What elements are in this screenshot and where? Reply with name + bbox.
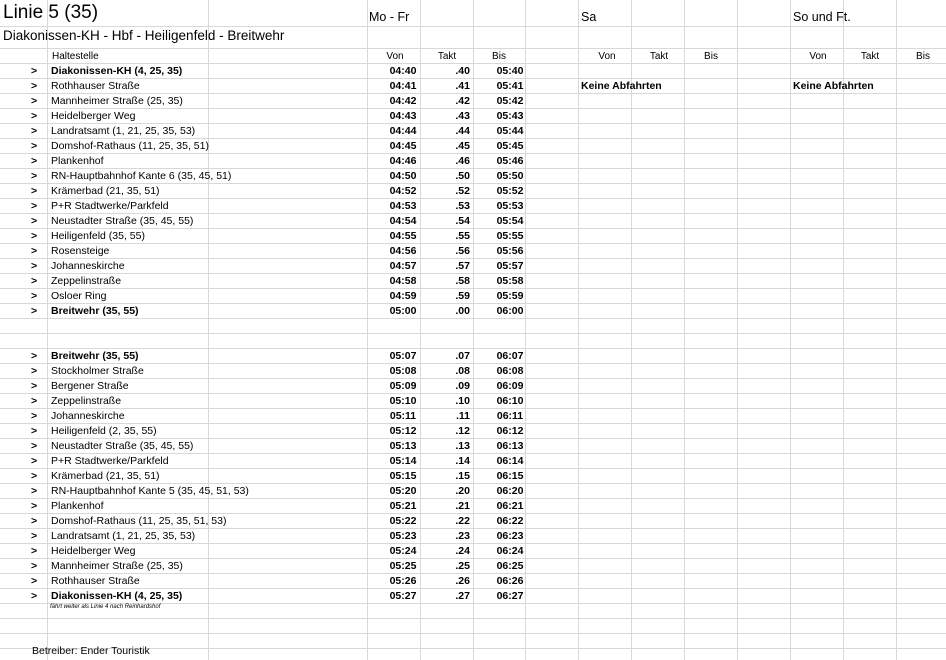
departure-interval: .40	[455, 65, 470, 77]
row-marker: >	[31, 530, 38, 542]
grid-column-line	[790, 0, 791, 660]
departure-interval: .25	[455, 560, 470, 572]
row-marker: >	[31, 290, 38, 302]
grid-column-line	[367, 0, 368, 660]
departure-interval: .00	[455, 305, 470, 317]
grid-column-line	[473, 0, 474, 660]
departure-from: 05:15	[389, 470, 417, 482]
departure-from: 05:23	[389, 530, 417, 542]
row-marker: >	[31, 485, 38, 497]
row-marker: >	[31, 215, 38, 227]
sunday-header: So und Ft.	[793, 10, 851, 24]
stop-name: Mannheimer Straße (25, 35)	[51, 560, 183, 572]
row-marker: >	[31, 275, 38, 287]
row-marker: >	[31, 380, 38, 392]
grid-row-line	[0, 48, 946, 49]
departure-interval: .15	[455, 470, 470, 482]
grid-row-line	[0, 408, 946, 409]
departure-until: 06:08	[496, 365, 524, 377]
departure-until: 05:52	[496, 185, 524, 197]
departure-until: 05:59	[496, 290, 524, 302]
departure-from: 04:52	[389, 185, 417, 197]
row-marker: >	[31, 350, 38, 362]
stop-name: Plankenhof	[51, 500, 104, 512]
departure-interval: .45	[455, 140, 470, 152]
departure-interval: .20	[455, 485, 470, 497]
stop-name: Domshof-Rathaus (11, 25, 35, 51, 53)	[51, 515, 227, 527]
row-marker: >	[31, 80, 38, 92]
sunday-interval-header: Takt	[860, 51, 880, 62]
departure-until: 06:15	[496, 470, 524, 482]
stop-name: Domshof-Rathaus (11, 25, 35, 51)	[51, 140, 209, 152]
departure-interval: .41	[455, 80, 470, 92]
departure-interval: .46	[455, 155, 470, 167]
departure-until: 05:46	[496, 155, 524, 167]
departure-interval: .59	[455, 290, 470, 302]
departure-from: 05:20	[389, 485, 417, 497]
departure-from: 04:40	[389, 65, 417, 77]
departure-interval: .43	[455, 110, 470, 122]
row-marker: >	[31, 410, 38, 422]
row-marker: >	[31, 200, 38, 212]
grid-row-line	[0, 273, 946, 274]
stop-name: Krämerbad (21, 35, 51)	[51, 185, 160, 197]
stop-name: Mannheimer Straße (25, 35)	[51, 95, 183, 107]
departure-interval: .53	[455, 200, 470, 212]
departure-until: 06:13	[496, 440, 524, 452]
saturday-header: Sa	[581, 10, 597, 24]
grid-row-line	[0, 333, 946, 334]
departure-interval: .21	[455, 500, 470, 512]
stop-name: Plankenhof	[51, 155, 104, 167]
row-marker: >	[31, 440, 38, 452]
route-subtitle: Diakonissen-KH - Hbf - Heiligenfeld - Breitwehr	[3, 28, 285, 43]
weekday-header: Mo - Fr	[369, 10, 410, 24]
departure-until: 05:55	[496, 230, 524, 242]
stop-name: Diakonissen-KH (4, 25, 35)	[51, 65, 183, 77]
grid-column-line	[578, 0, 579, 660]
stop-name: Landratsamt (1, 21, 25, 35, 53)	[51, 125, 196, 137]
departure-from: 05:26	[389, 575, 417, 587]
row-marker: >	[31, 305, 38, 317]
row-marker: >	[31, 260, 38, 272]
departure-from: 04:56	[389, 245, 417, 257]
departure-until: 06:11	[496, 410, 524, 422]
departure-until: 05:45	[496, 140, 524, 152]
departure-until: 05:56	[496, 245, 524, 257]
row-marker: >	[31, 470, 38, 482]
grid-row-line	[0, 348, 946, 349]
departure-until: 05:53	[496, 200, 524, 212]
stop-name: Zeppelinstraße	[51, 275, 122, 287]
row-marker: >	[31, 365, 38, 377]
departure-interval: .11	[455, 410, 470, 422]
stop-name: RN-Hauptbahnhof Kante 5 (35, 45, 51, 53)	[51, 485, 249, 497]
grid-row-line	[0, 26, 946, 27]
row-marker: >	[31, 125, 38, 137]
departure-interval: .55	[455, 230, 470, 242]
departure-until: 06:12	[496, 425, 524, 437]
departure-from: 05:00	[389, 305, 417, 317]
departure-until: 06:09	[496, 380, 524, 392]
sunday-from-header: Von	[809, 51, 827, 62]
departure-from: 05:24	[389, 545, 417, 557]
row-marker: >	[31, 500, 38, 512]
departure-until: 06:25	[496, 560, 524, 572]
departure-from: 05:07	[389, 350, 417, 362]
departure-interval: .23	[455, 530, 470, 542]
stop-name: Osloer Ring	[51, 290, 107, 302]
departure-until: 06:26	[496, 575, 524, 587]
weekday-from-header: Von	[386, 51, 404, 62]
stop-name: Zeppelinstraße	[51, 395, 122, 407]
grid-row-line	[0, 618, 946, 619]
row-marker: >	[31, 560, 38, 572]
stop-column-header: Haltestelle	[52, 51, 99, 62]
departure-interval: .56	[455, 245, 470, 257]
weekday-interval-header: Takt	[437, 51, 457, 62]
departure-from: 04:58	[389, 275, 417, 287]
departure-from: 04:42	[389, 95, 417, 107]
departure-from: 04:41	[389, 80, 417, 92]
departure-until: 06:20	[496, 485, 524, 497]
departure-from: 05:09	[389, 380, 417, 392]
saturday-until-header: Bis	[704, 51, 718, 62]
row-marker: >	[31, 230, 38, 242]
departure-interval: .42	[455, 95, 470, 107]
stop-name: P+R Stadtwerke/Parkfeld	[51, 455, 169, 467]
line-title: Linie 5 (35)	[3, 2, 99, 23]
departure-interval: .44	[455, 125, 470, 137]
sunday-no-departures: Keine Abfahrten	[793, 80, 874, 92]
departure-until: 05:44	[496, 125, 524, 137]
departure-until: 05:58	[496, 275, 524, 287]
stop-name: Rosensteige	[51, 245, 110, 257]
stop-name: Diakonissen-KH (4, 25, 35)	[51, 590, 183, 602]
grid-column-line	[684, 0, 685, 660]
departure-interval: .27	[455, 590, 470, 602]
row-marker: >	[31, 545, 38, 557]
stop-name: RN-Hauptbahnhof Kante 6 (35, 45, 51)	[51, 170, 232, 182]
departure-from: 05:10	[389, 395, 417, 407]
departure-from: 05:14	[389, 455, 417, 467]
departure-until: 05:50	[496, 170, 524, 182]
departure-from: 04:43	[389, 110, 417, 122]
row-marker: >	[31, 425, 38, 437]
departure-interval: .07	[455, 350, 470, 362]
row-marker: >	[31, 395, 38, 407]
grid-column-line	[631, 0, 632, 660]
stop-name: Stockholmer Straße	[51, 365, 144, 377]
row-marker: >	[31, 245, 38, 257]
sunday-until-header: Bis	[916, 51, 930, 62]
stop-name: Johanneskirche	[51, 260, 125, 272]
grid-column-line	[208, 0, 209, 660]
departure-from: 04:53	[389, 200, 417, 212]
departure-from: 04:55	[389, 230, 417, 242]
departure-until: 05:41	[496, 80, 524, 92]
saturday-interval-header: Takt	[649, 51, 669, 62]
stop-name: Breitwehr (35, 55)	[51, 350, 139, 362]
departure-until: 06:21	[496, 500, 524, 512]
departure-interval: .58	[455, 275, 470, 287]
row-marker: >	[31, 155, 38, 167]
saturday-no-departures: Keine Abfahrten	[581, 80, 662, 92]
stop-name: Bergener Straße	[51, 380, 129, 392]
weekday-until-header: Bis	[492, 51, 506, 62]
grid-row-line	[0, 303, 946, 304]
departure-interval: .13	[455, 440, 470, 452]
departure-interval: .57	[455, 260, 470, 272]
departure-interval: .52	[455, 185, 470, 197]
departure-from: 05:25	[389, 560, 417, 572]
stop-name: Heiligenfeld (2, 35, 55)	[51, 425, 157, 437]
departure-from: 05:11	[389, 410, 417, 422]
stop-name: Johanneskirche	[51, 410, 125, 422]
departure-from: 04:46	[389, 155, 417, 167]
grid-row-line	[0, 633, 946, 634]
departure-interval: .10	[455, 395, 470, 407]
row-marker: >	[31, 95, 38, 107]
stop-name: Landratsamt (1, 21, 25, 35, 53)	[51, 530, 196, 542]
stop-name: Heiligenfeld (35, 55)	[51, 230, 145, 242]
grid-row-line	[0, 393, 946, 394]
departure-interval: .08	[455, 365, 470, 377]
departure-until: 05:54	[496, 215, 524, 227]
grid-column-line	[843, 0, 844, 660]
row-marker: >	[31, 515, 38, 527]
departure-until: 06:10	[496, 395, 524, 407]
departure-until: 05:43	[496, 110, 524, 122]
row-marker: >	[31, 170, 38, 182]
departure-from: 05:08	[389, 365, 417, 377]
stop-name: P+R Stadtwerke/Parkfeld	[51, 200, 169, 212]
stop-name: Breitwehr (35, 55)	[51, 305, 139, 317]
stop-name: Heidelberger Weg	[51, 110, 136, 122]
departure-from: 05:21	[389, 500, 417, 512]
departure-from: 05:22	[389, 515, 417, 527]
departure-interval: .12	[455, 425, 470, 437]
stop-name: Neustadter Straße (35, 45, 55)	[51, 440, 194, 452]
departure-until: 06:23	[496, 530, 524, 542]
departure-until: 06:24	[496, 545, 524, 557]
departure-from: 04:50	[389, 170, 417, 182]
departure-until: 05:57	[496, 260, 524, 272]
departure-until: 05:42	[496, 95, 524, 107]
departure-until: 06:14	[496, 455, 524, 467]
departure-interval: .50	[455, 170, 470, 182]
departure-from: 04:54	[389, 215, 417, 227]
departure-from: 05:13	[389, 440, 417, 452]
departure-until: 06:22	[496, 515, 524, 527]
stop-name: Rothhauser Straße	[51, 80, 140, 92]
stop-name: Heidelberger Weg	[51, 545, 136, 557]
departure-from: 05:12	[389, 425, 417, 437]
row-marker: >	[31, 590, 38, 602]
row-marker: >	[31, 185, 38, 197]
departure-interval: .14	[455, 455, 470, 467]
departure-until: 06:00	[496, 305, 524, 317]
departure-interval: .26	[455, 575, 470, 587]
departure-until: 05:40	[496, 65, 524, 77]
grid-column-line	[737, 0, 738, 660]
departure-until: 06:27	[496, 590, 524, 602]
row-marker: >	[31, 575, 38, 587]
grid-row-line	[0, 318, 946, 319]
grid-column-line	[896, 0, 897, 660]
grid-column-line	[47, 0, 48, 660]
departure-until: 06:07	[496, 350, 524, 362]
operator-label: Betreiber: Ender Touristik	[32, 645, 150, 657]
departure-from: 05:27	[389, 590, 417, 602]
row-marker: >	[31, 455, 38, 467]
departure-interval: .54	[455, 215, 470, 227]
departure-interval: .09	[455, 380, 470, 392]
grid-row-line	[0, 258, 946, 259]
departure-from: 04:45	[389, 140, 417, 152]
stop-name: Rothhauser Straße	[51, 575, 140, 587]
stop-name: Neustadter Straße (35, 45, 55)	[51, 215, 194, 227]
grid-row-line	[0, 288, 946, 289]
row-marker: >	[31, 140, 38, 152]
footnote: fährt weiter als Linie 4 nach Reinhardshof	[50, 604, 161, 610]
departure-from: 04:59	[389, 290, 417, 302]
departure-from: 04:44	[389, 125, 417, 137]
departure-from: 04:57	[389, 260, 417, 272]
saturday-from-header: Von	[598, 51, 616, 62]
row-marker: >	[31, 110, 38, 122]
stop-name: Krämerbad (21, 35, 51)	[51, 470, 160, 482]
departure-interval: .22	[455, 515, 470, 527]
departure-interval: .24	[455, 545, 470, 557]
row-marker: >	[31, 65, 38, 77]
